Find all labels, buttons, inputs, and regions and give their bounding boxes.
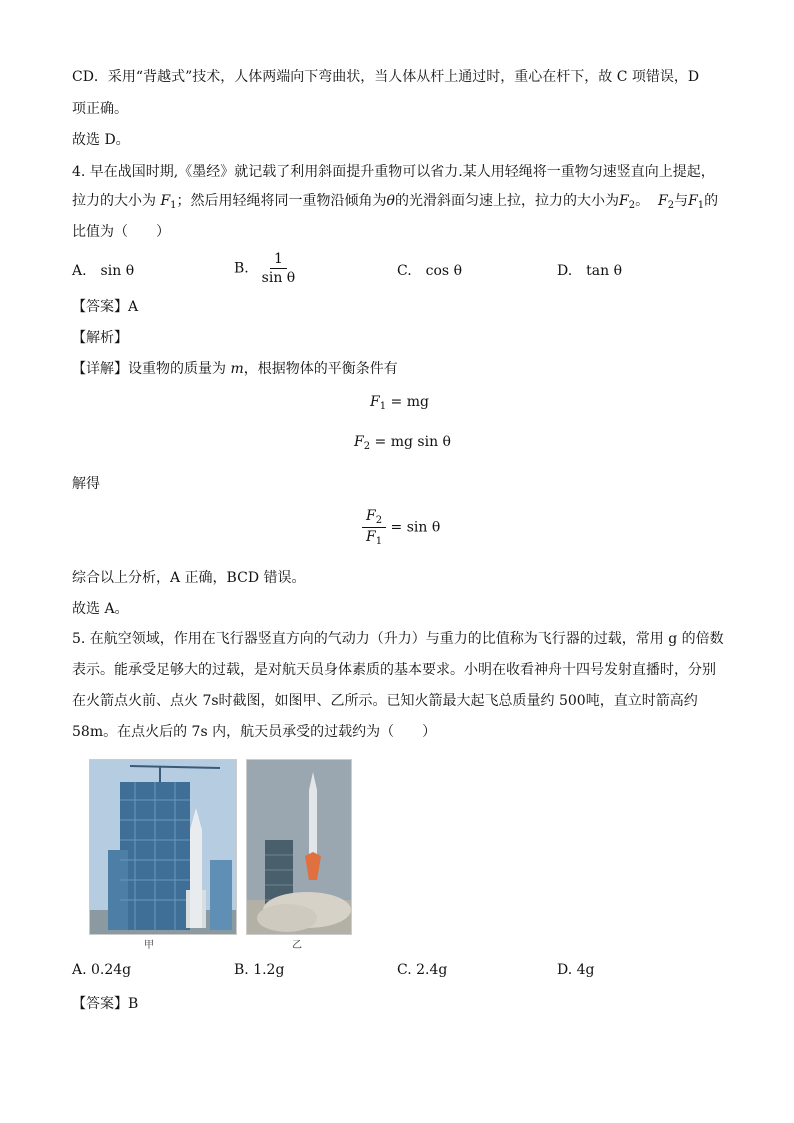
q4-line1: 4. 早在战国时期,《墨经》就记载了利用斜面提升重物可以省力.某人用轻绳将一重物匀速竖直向上提起， — [72, 164, 715, 180]
q4-option-b-fraction: $\frac{1}{\text{sin θ}}$ — [261, 251, 296, 286]
figure-caption-left: 甲 — [144, 940, 154, 951]
q4-conclusion: 综合以上分析，A 正确，BCD 错误。 — [72, 570, 306, 586]
q4-option-a: A. sin θ — [72, 263, 135, 279]
rocket-launch-image — [247, 760, 351, 934]
q4-option-c: C. cos θ — [397, 263, 462, 279]
q5-line4: 58m。在点火后的 7s 内，航天员承受的过载约为（ ） — [72, 724, 437, 740]
figure-launch-tower-photo — [89, 759, 237, 935]
choose-a: 故选 A。 — [72, 601, 129, 617]
q5-option-a: A. 0.24g — [72, 962, 132, 978]
equation-f2: $F_2$ = mg sin θ — [354, 434, 451, 452]
q4-analysis-heading: 【解析】 — [72, 330, 128, 346]
q4-option-d: D. tan θ — [557, 263, 623, 279]
q5-option-c: C. 2.4g — [397, 962, 448, 978]
q5-option-b: B. 1.2g — [234, 962, 285, 978]
q5-line2: 表示。能承受足够大的过载，是对航天员身体素质的基本要求。小明在收看神舟十四号发射直播时，分别 — [72, 662, 716, 678]
equation-ratio: $\frac{F_2}{F_1}$ = sin θ — [362, 507, 440, 548]
q5-line3: 在火箭点火前、点火 7s时截图，如图甲、乙所示。已知火箭最大起飞总质量约 500吨，直立时箭高约 — [72, 693, 698, 709]
figure-launch-photo — [246, 759, 352, 935]
solve-label: 解得 — [72, 476, 100, 492]
cd-explanation-line1: CD．采用“背越式”技术，人体两端向下弯曲状，当人体从杆上通过时，重心在杆下，故 C 项错误，D — [72, 69, 700, 85]
cd-explanation-line2: 项正确。 — [72, 101, 128, 117]
choose-d: 故选 D。 — [72, 132, 130, 148]
q4-line3: 比值为（ ） — [72, 224, 170, 240]
q4-option-b: B. $\frac{1}{\text{sin θ}}$ — [234, 250, 299, 287]
q5-option-d: D. 4g — [557, 962, 595, 978]
equation-f1: $F_1$ = mg — [370, 394, 429, 412]
q4-line2: 拉力的大小为 $F_1$；然后用轻绳将同一重物沿倾角为θ的光滑斜面匀速上拉，拉力的大小为$F_2$。 $F_2$与$F_1$的 — [72, 193, 719, 211]
q5-line1: 5. 在航空领域，作用在飞行器竖直方向的气动力（升力）与重力的比值称为飞行器的过载，常用 g 的倍数 — [72, 631, 724, 647]
figure-caption-right: 乙 — [292, 940, 302, 951]
q5-answer: 【答案】B — [72, 996, 139, 1012]
q4-answer: 【答案】A — [72, 299, 139, 315]
launch-tower-image — [90, 760, 236, 934]
q4-detail: 【详解】设重物的质量为 m，根据物体的平衡条件有 — [72, 361, 398, 377]
